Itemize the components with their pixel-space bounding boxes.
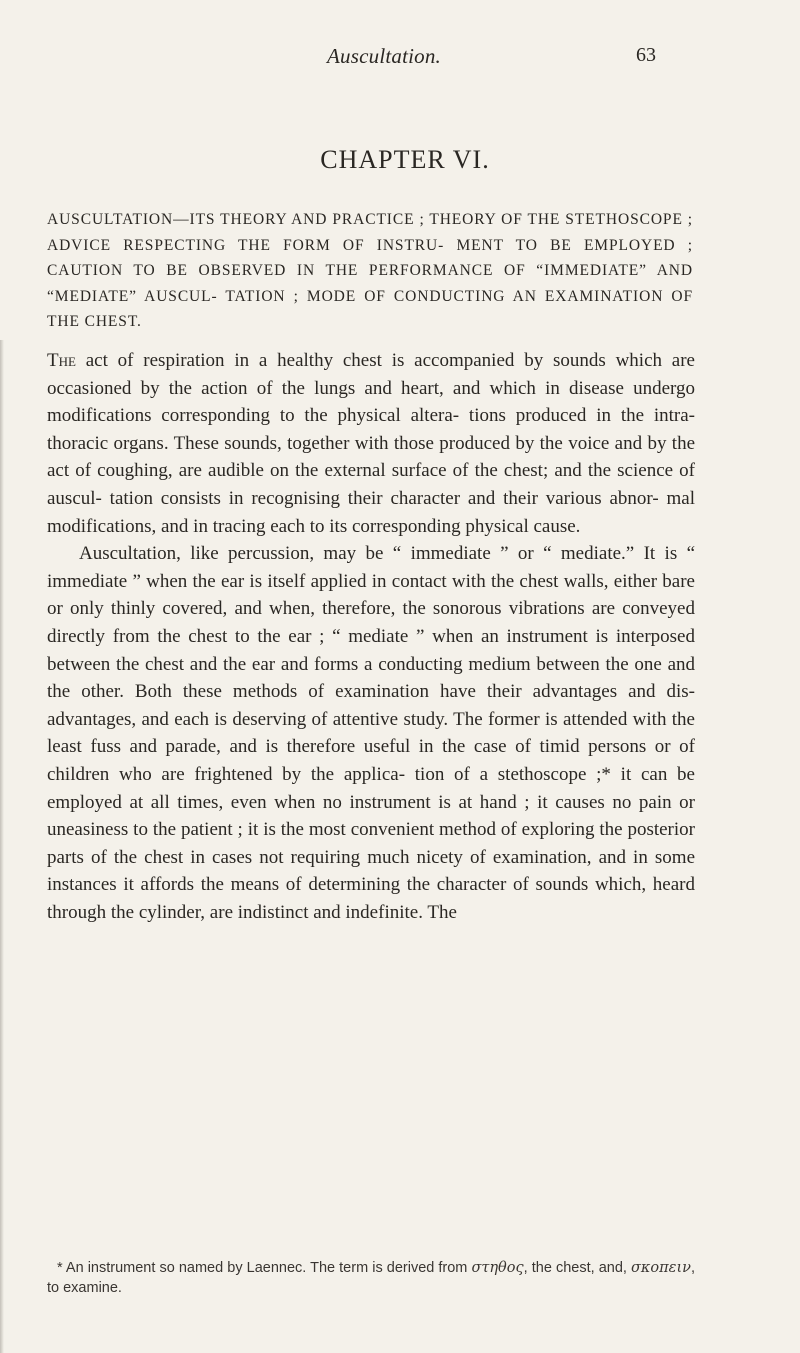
paragraph-lead-word: The [47,350,76,371]
running-head [0,44,800,74]
paragraph-2-continuation: it can be employed at all times, even when no instrument is at hand ; it causes no pain or uneasiness to the patient ; it is the most convenient method of exploring the posterior parts of the chest in cases not requiring much nicety of examination, and in some instances it affords the means of determining the character of sounds which, heard through the cylinder, are indistinct and indefinite. The [47,763,695,923]
footnote-text [47,1258,695,1298]
paragraph-1 [47,347,695,540]
footnote-greek-chest: στηθος [471,1260,524,1276]
paragraph-1-text: act of respiration in a healthy chest is accompanied by sounds which are occasioned by the action of the lungs and heart, and which in disease undergo modifications corresponding to the physical altera- tions produced in the intra-thoracic organs. These sounds, together with those produced by the voice and by the act of coughing, are audible on the external surface of the chest; and the science of auscul- tation consists in recognising their character and their various abnor- mal modifications, and in tracing each to its corresponding physical cause. [47,350,695,537]
footnote-greek-examine: σκοπειν [631,1260,691,1276]
chapter-summary: AUSCULTATION—ITS THEORY AND PRACTICE ; THEORY OF THE STETHOSCOPE ; ADVICE RESPECTING THE FORM OF INSTRU- MENT TO BE EMPLOYED ; CAUTION TO BE OBSERVED IN THE PERFORMANCE OF “IMMEDIATE” AND “MEDIATE” AUSCUL- TATION ; MODE OF CONDUCTING AN EXAMINATION OF THE CHEST. [47,211,693,330]
paragraph-2-text: Auscultation, like percussion, may be “ immediate ” or “ mediate.” It is “ immediate ” when the ear is itself applied in contact with the chest walls, either bare or only thinly covered, and when, therefore, the sonorous vibrations are conveyed directly from the chest to the ear ; “ mediate ” when an instrument is interposed between the chest and the ear and forms a conducting medium between the one and the other. Both these methods of examination have their advantages and dis- advantages, and each is deserving of attentive study. The former is attended with the least fuss and parade, and is therefore useful in the case of timid persons or of children who are frightened by the applica- tion of a stethoscope ;* [47,543,695,785]
page-number: 63 [636,44,656,66]
body-text [47,347,695,926]
footnote [47,1258,695,1298]
running-title: Auscultation. [327,44,442,68]
footnote-intro: * An instrument so named by Laennec. The term is derived from [57,1260,472,1276]
chapter-title: CHAPTER VI. [320,145,490,174]
footnote-middle: , the chest, and, [523,1260,631,1276]
footnote-end: , to examine. [47,1260,695,1296]
paragraph-2 [47,540,695,926]
page-binding-shadow [0,340,4,1353]
